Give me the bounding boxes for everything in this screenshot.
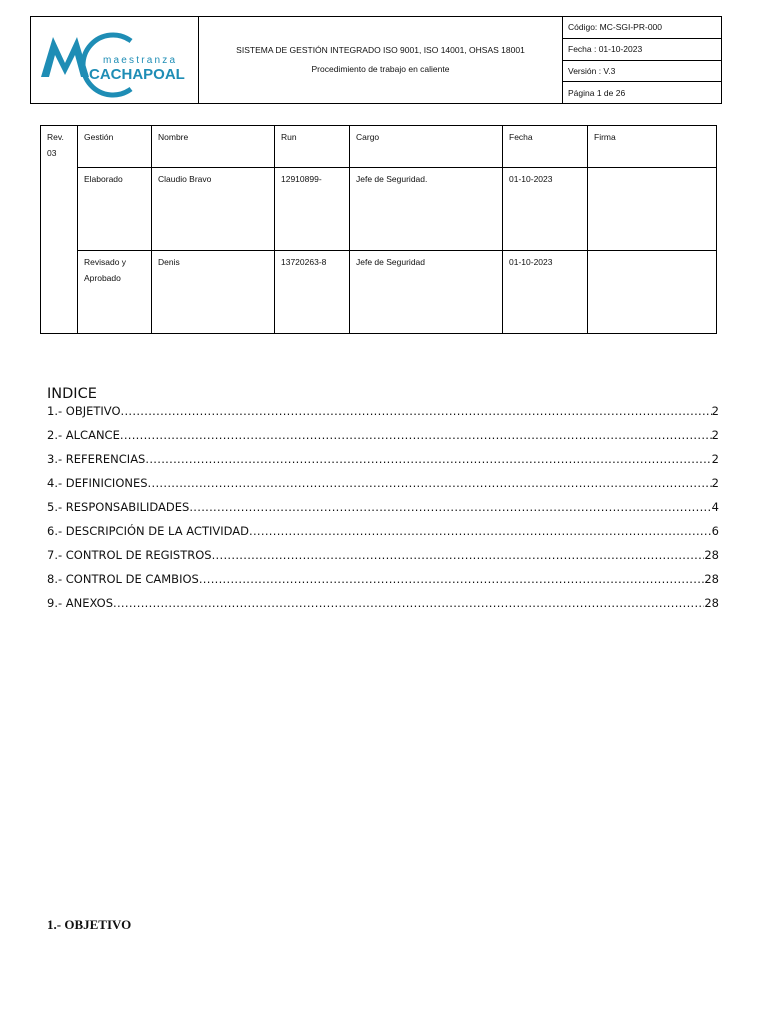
table-row xyxy=(41,168,717,251)
toc-label: 4.- DEFINICIONES xyxy=(47,476,148,490)
cell-firma xyxy=(588,168,717,251)
toc-label: 9.- ANEXOS xyxy=(47,596,114,610)
toc-item-control-registros[interactable] xyxy=(47,548,719,572)
header-meta-cell xyxy=(563,17,721,103)
section-heading-objetivo: 1.- OBJETIVO xyxy=(47,917,132,932)
toc-page: 2 xyxy=(711,428,719,442)
table-header-row xyxy=(41,126,717,168)
cell-gestion: Revisado y Aprobado xyxy=(78,251,152,334)
logo-cell xyxy=(31,17,199,103)
cell-cargo: Jefe de Seguridad xyxy=(350,251,503,334)
header-title-cell xyxy=(199,17,563,103)
cell-fecha: 01-10-2023 xyxy=(503,251,588,334)
codigo-field: Código: MC-SGI-PR-000 xyxy=(563,17,721,39)
toc-item-responsabilidades[interactable] xyxy=(47,500,719,524)
cell-cargo: Jefe de Seguridad. xyxy=(350,168,503,251)
toc-label: 7.- CONTROL DE REGISTROS xyxy=(47,548,212,562)
toc-label: 8.- CONTROL DE CAMBIOS xyxy=(47,572,199,586)
toc-label: 1.- OBJETIVO xyxy=(47,404,121,418)
toc-page: 28 xyxy=(704,572,719,586)
toc-page: 6 xyxy=(711,524,719,538)
company-logo xyxy=(39,29,189,99)
header-firma: Firma xyxy=(588,126,717,168)
cell-gestion: Elaborado xyxy=(78,168,152,251)
toc-label: 3.- REFERENCIAS xyxy=(47,452,146,466)
table-of-contents xyxy=(47,404,719,620)
cell-firma xyxy=(588,251,717,334)
version-field: Versión : V.3 xyxy=(563,61,721,83)
toc-label: 5.- RESPONSABILIDADES xyxy=(47,500,190,514)
toc-label: 6.- DESCRIPCIÓN DE LA ACTIVIDAD xyxy=(47,524,249,538)
toc-item-alcance[interactable] xyxy=(47,428,719,452)
pagina-field: Página 1 de 26 xyxy=(568,87,626,98)
header-gestion: Gestión xyxy=(78,126,152,168)
cell-run: 12910899- xyxy=(275,168,350,251)
indice-title: INDICE xyxy=(47,386,97,402)
toc-item-descripcion[interactable] xyxy=(47,524,719,548)
toc-page: 2 xyxy=(711,452,719,466)
toc-page: 2 xyxy=(711,476,719,490)
logo-top-text: maestranza xyxy=(103,55,178,66)
toc-item-objetivo[interactable] xyxy=(47,404,719,428)
cell-nombre: Denis xyxy=(152,251,275,334)
system-title: SISTEMA DE GESTIÓN INTEGRADO ISO 9001, ISO 14001, OHSAS 18001 xyxy=(236,45,525,55)
header-nombre: Nombre xyxy=(152,126,275,168)
cell-run: 13720263-8 xyxy=(275,251,350,334)
cell-fecha: 01-10-2023 xyxy=(503,168,588,251)
toc-item-anexos[interactable] xyxy=(47,596,719,620)
toc-label: 2.- ALCANCE xyxy=(47,428,120,442)
toc-page: 2 xyxy=(711,404,719,418)
toc-page: 28 xyxy=(704,548,719,562)
header-run: Run xyxy=(275,126,350,168)
document-header xyxy=(30,16,722,104)
cell-nombre: Claudio Bravo xyxy=(152,168,275,251)
approvals-table xyxy=(40,125,717,334)
toc-item-definiciones[interactable] xyxy=(47,476,719,500)
toc-item-referencias[interactable] xyxy=(47,452,719,476)
header-fecha: Fecha xyxy=(503,126,588,168)
toc-page: 28 xyxy=(704,596,719,610)
toc-page: 4 xyxy=(711,500,719,514)
rev-cell: Rev. 03 xyxy=(41,126,78,168)
procedure-title: Procedimiento de trabajo en caliente xyxy=(311,64,450,74)
toc-item-control-cambios[interactable] xyxy=(47,572,719,596)
fecha-field: Fecha : 01-10-2023 xyxy=(563,39,721,61)
table-row xyxy=(41,251,717,334)
logo-main-text: CACHAPOAL xyxy=(89,66,185,83)
header-cargo: Cargo xyxy=(350,126,503,168)
